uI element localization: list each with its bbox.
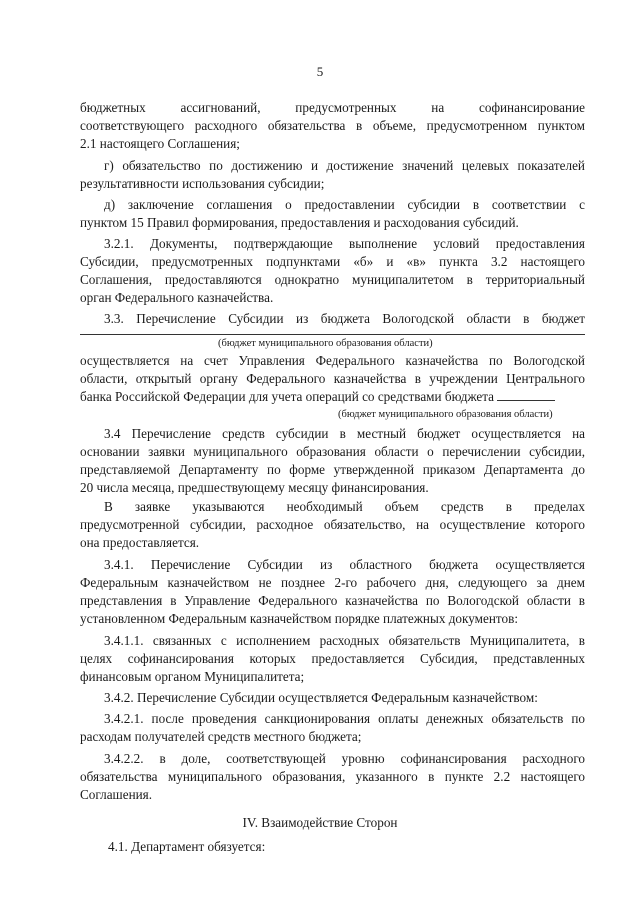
- text-line: 3.4.2. Перечисление Субсидии осуществляется Федеральным казначейством:: [104, 690, 538, 705]
- field-caption: (бюджет муниципального образования области): [338, 409, 553, 420]
- page-number: 5: [316, 64, 324, 79]
- text-line: основании заявки муниципального образования области о перечислении субсидии,: [80, 444, 585, 459]
- text-line: Соглашения, предоставляются однократно муниципалитетом в территориальный: [80, 272, 585, 287]
- text-line: 4.1. Департамент обязуется:: [108, 839, 266, 854]
- text-line: орган Федерального казначейства.: [80, 290, 274, 305]
- text-line: осуществляется на счет Управления Федерального казначейства по Вологодской: [80, 353, 585, 368]
- text-line: представления в Управление Федерального казначейства по Вологодской области в: [80, 593, 585, 608]
- text-line: Федеральным казначейством не позднее 2-го рабочего дня, следующего за днем: [80, 575, 585, 590]
- text-line: обязательства муниципального образования, указанного в пункте 2.2 настоящего: [80, 769, 585, 784]
- text-line: Соглашения.: [80, 787, 153, 802]
- text-line: 20 числа месяца, предшествующему месяцу финансирования.: [80, 480, 429, 495]
- text-line: 3.2.1. Документы, подтверждающие выполнение условий предоставления: [104, 236, 585, 251]
- text-line: целях софинансирования которых предоставляется Субсидия, представленных: [80, 651, 585, 666]
- text-line: 3.4.1. Перечисление Субсидии из областного бюджета осуществляется: [104, 557, 585, 572]
- text-line: 3.4 Перечисление средств субсидии в местный бюджет осуществляется на: [104, 426, 585, 441]
- text-line: области, открытый органу Федерального казначейства в учреждении Центрального: [80, 371, 585, 386]
- text-line: В заявке указываются необходимый объем средств в пределах: [104, 499, 585, 514]
- text-line: представляемой Департаменту по форме утвержденной приказом Департамента до: [80, 462, 585, 477]
- text-line: бюджетных ассигнований, предусмотренных на софинансирование: [80, 100, 585, 115]
- underline-field: [80, 334, 585, 335]
- text-line: г) обязательство по достижению и достижение значений целевых показателей: [104, 158, 585, 173]
- text-line: установленном Федеральным казначейством порядке платежных документов:: [80, 611, 518, 626]
- field-caption: (бюджет муниципального образования области): [218, 338, 433, 349]
- text-line: финансовым органом Муниципалитета;: [80, 669, 305, 684]
- text-line: 3.4.2.1. после проведения санкционирования оплаты денежных обязательств по: [104, 711, 585, 726]
- text-line: результативности использования субсидии;: [80, 176, 325, 191]
- text-line: предусмотренной субсидии, расходное обязательство, на осуществление которого: [80, 517, 585, 532]
- text-line: она предоставляется.: [80, 535, 200, 550]
- text-line: соответствующего расходного обязательства в объеме, предусмотренном пунктом: [80, 118, 585, 133]
- text-line: Субсидии, предусмотренных подпунктами «б» и «в» пункта 3.2 настоящего: [80, 254, 585, 269]
- text-line: 3.4.2.2. в доле, соответствующей уровню софинансирования расходного: [104, 751, 585, 766]
- section-heading: IV. Взаимодействие Сторон: [242, 815, 398, 830]
- text-line-with-blank: [80, 388, 585, 406]
- text-segment: банка Российской Федерации для учета операций со средствами бюджета: [80, 389, 495, 404]
- text-line: 2.1 настоящего Соглашения;: [80, 136, 240, 151]
- text-line: расходам получателей средств местного бюджета;: [80, 729, 362, 744]
- blank-field: [497, 389, 555, 401]
- text-line: 3.4.1.1. связанных с исполнением расходных обязательств Муниципалитета, в: [104, 633, 585, 648]
- text-line: пунктом 15 Правил формирования, предоставления и расходования субсидий.: [80, 215, 519, 230]
- text-line: 3.3. Перечисление Субсидии из бюджета Вологодской области в бюджет: [104, 311, 585, 326]
- text-line: д) заключение соглашения о предоставлении субсидии в соответствии с: [104, 197, 585, 212]
